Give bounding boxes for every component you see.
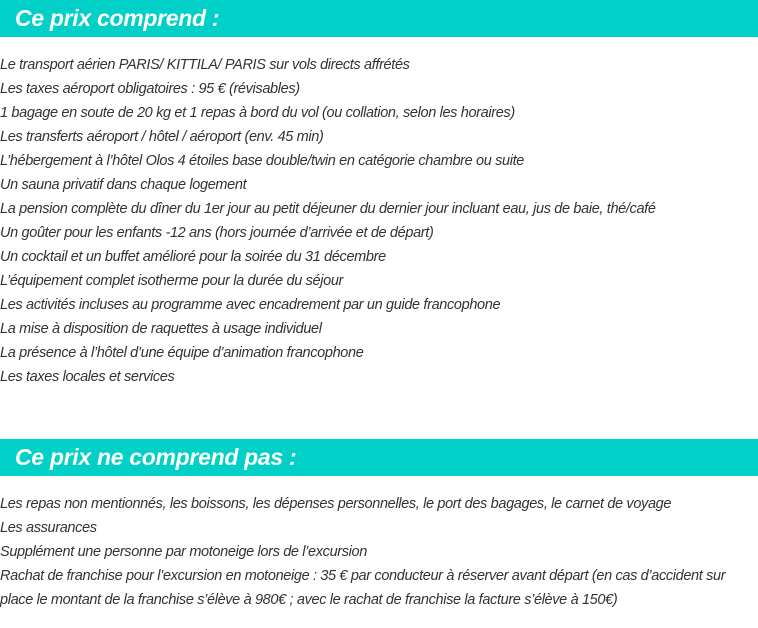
included-item: La mise à disposition de raquettes à usage individuel: [0, 321, 322, 337]
included-item: Le transport aérien PARIS/ KITTILA/ PARIS sur vols directs affrétés: [0, 57, 410, 73]
included-list: [0, 53, 656, 389]
excluded-section-title: Ce prix ne comprend pas :: [15, 444, 297, 470]
included-item: 1 bagage en soute de 20 kg et 1 repas à bord du vol (ou collation, selon les horaires): [0, 105, 515, 121]
excluded-item: Supplément une personne par motoneige lors de l’excursion: [0, 544, 367, 560]
included-item: Les activités incluses au programme avec encadrement par un guide francophone: [0, 297, 501, 313]
included-item: L’hébergement à l’hôtel Olos 4 étoiles base double/twin en catégorie chambre ou suite: [0, 153, 525, 169]
included-section-title: Ce prix comprend :: [15, 5, 220, 31]
included-item: L’équipement complet isotherme pour la durée du séjour: [0, 273, 344, 289]
included-item: Les transferts aéroport / hôtel / aéroport (env. 45 min): [0, 129, 324, 145]
included-item: Un cocktail et un buffet amélioré pour la soirée du 31 décembre: [0, 249, 386, 265]
included-item: Les taxes locales et services: [0, 369, 175, 385]
excluded-section-header: [0, 439, 758, 476]
included-item: Les taxes aéroport obligatoires : 95 € (révisables): [0, 81, 300, 97]
included-section-header: [0, 0, 758, 37]
included-item: Un goûter pour les enfants -12 ans (hors journée d’arrivée et de départ): [0, 225, 434, 241]
included-item: Un sauna privatif dans chaque logement: [0, 177, 247, 193]
excluded-item: Les repas non mentionnés, les boissons, les dépenses personnelles, le port des bagages, le carnet de voyage: [0, 496, 672, 512]
included-item: La présence à l’hôtel d’une équipe d’animation francophone: [0, 345, 364, 361]
excluded-item: Les assurances: [0, 520, 97, 536]
excluded-item: Rachat de franchise pour l’excursion en motoneige : 35 € par conducteur à réserver avant départ (en cas d’accident sur place le montant de la franchise s’élève à 980€ ; avec le rachat de franchise la facture s’élève à 150€): [0, 568, 726, 608]
included-item: La pension complète du dîner du 1er jour au petit déjeuner du dernier jour incluant eau, jus de baie, thé/café: [0, 201, 656, 217]
excluded-list: [0, 492, 755, 612]
